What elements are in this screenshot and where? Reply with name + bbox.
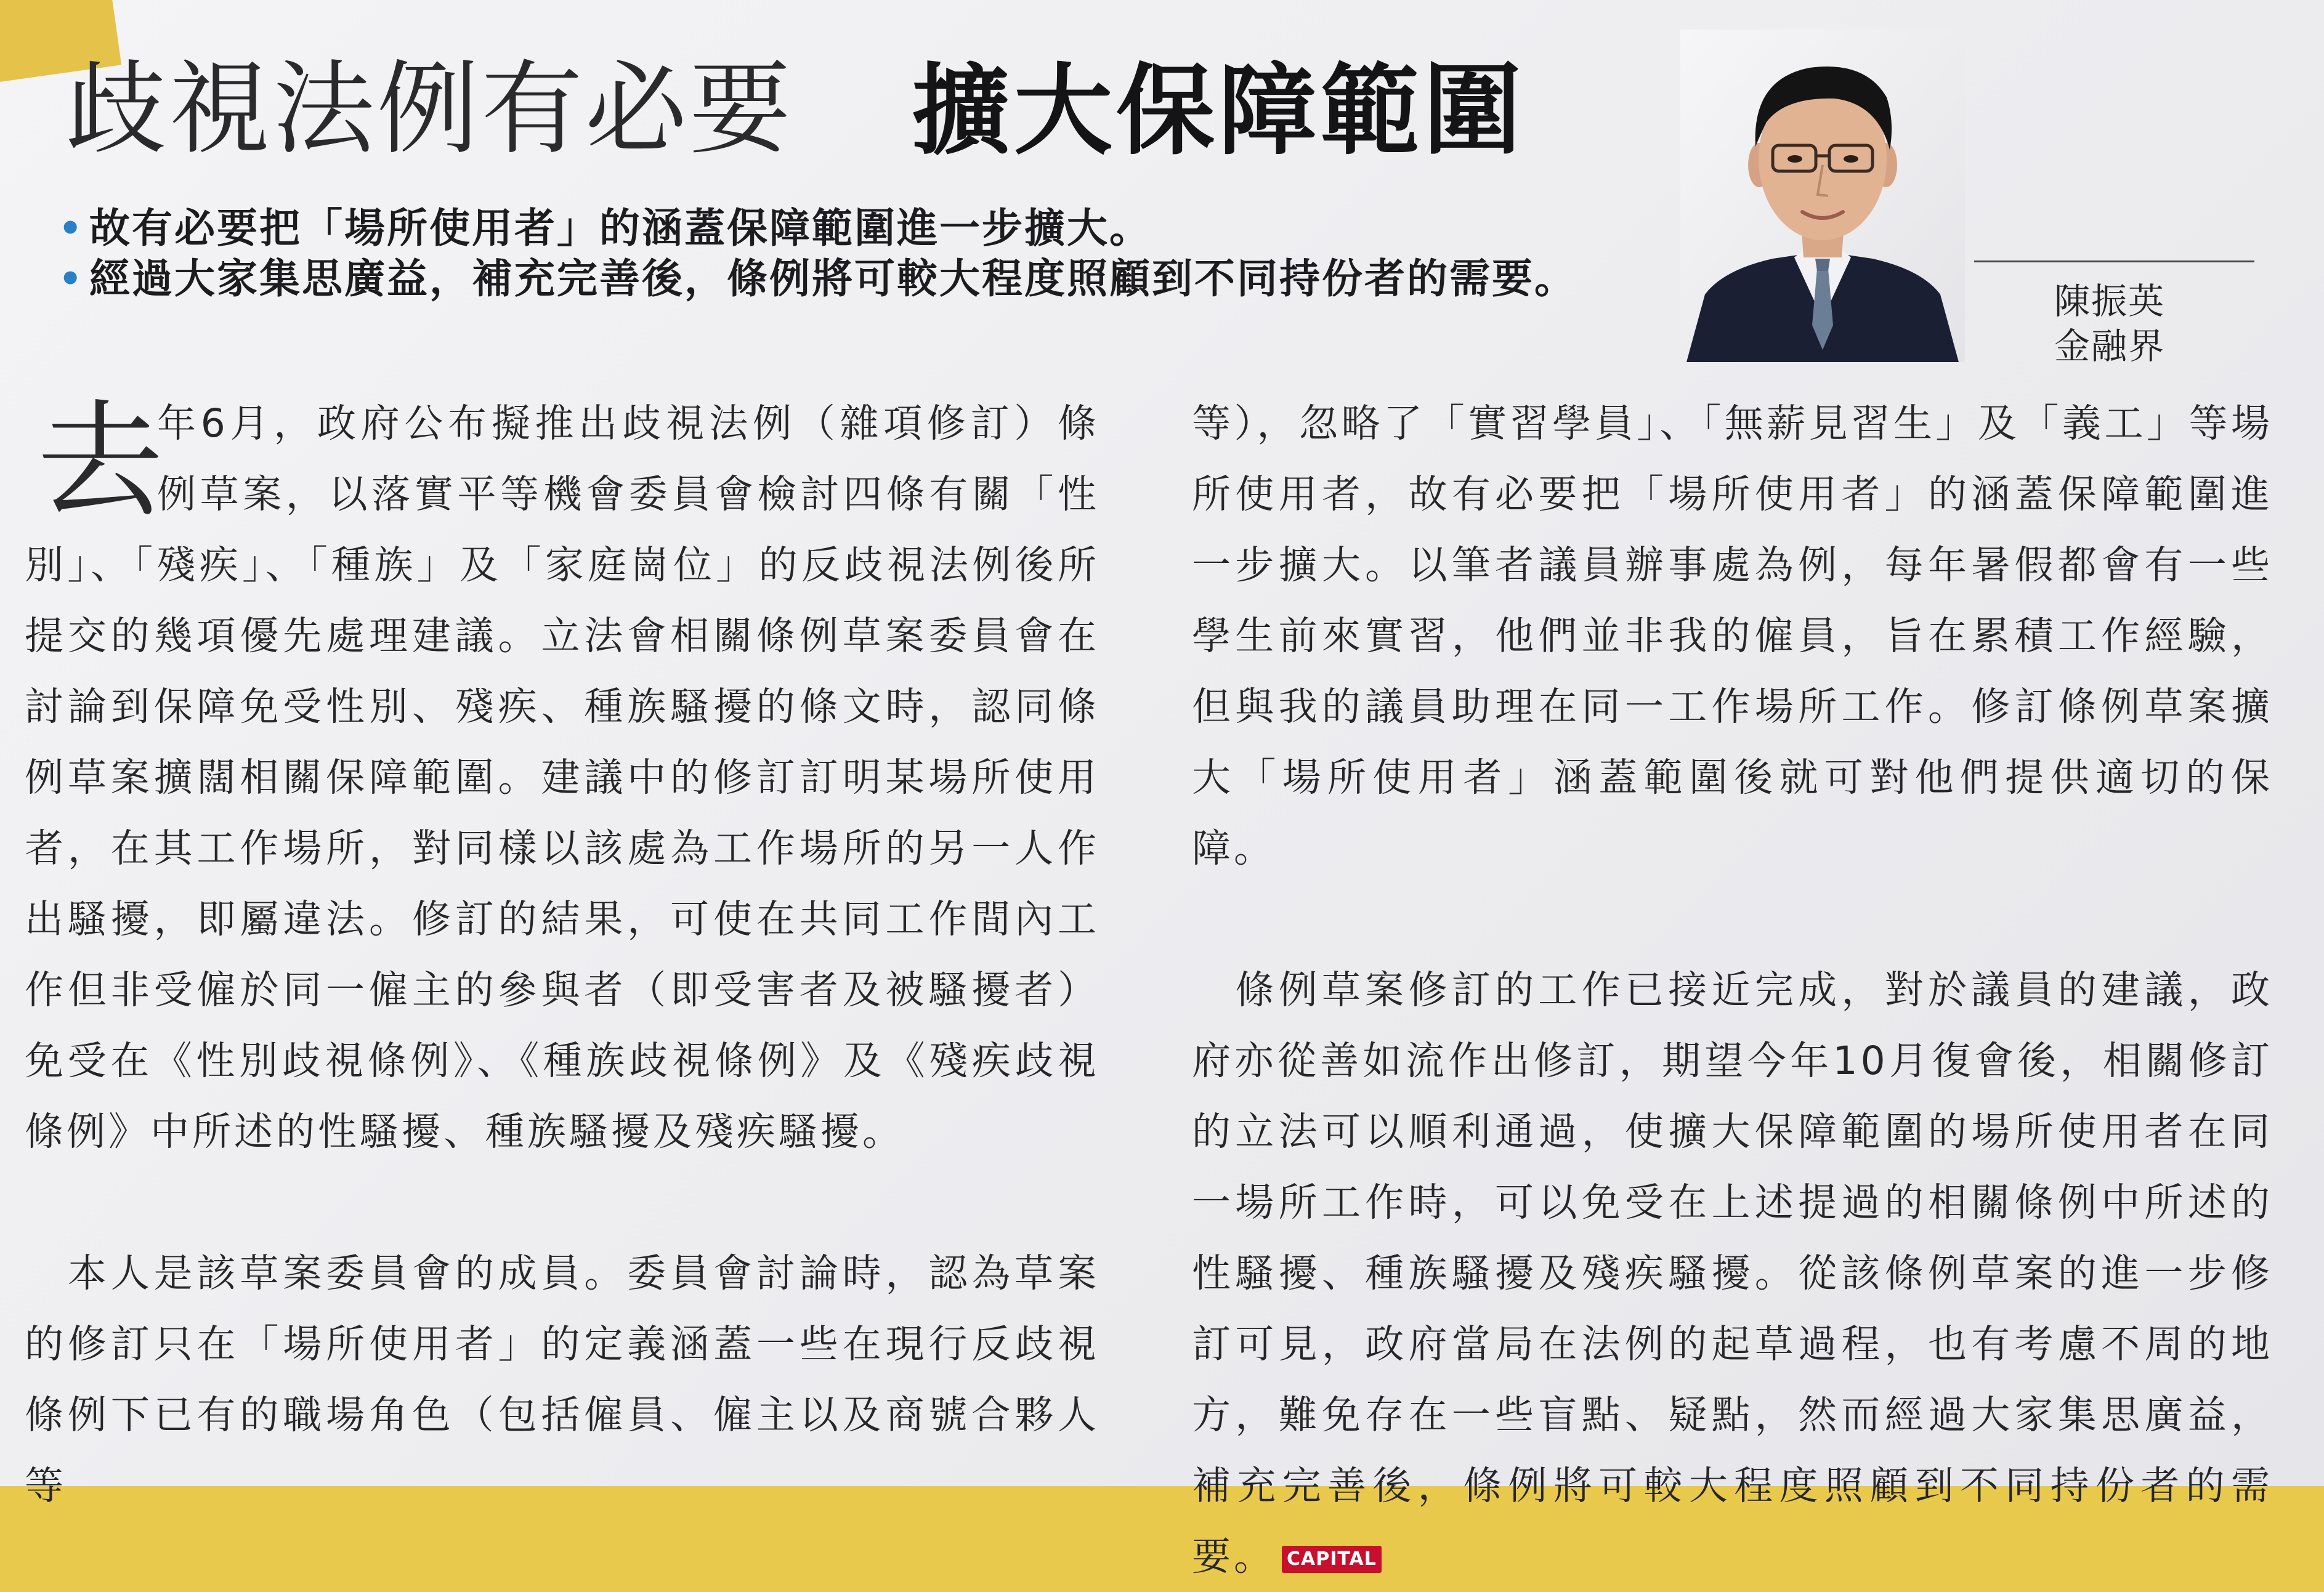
article-paragraph: 等），忽略了「實習學員」、「無薪見習生」及「義工」等場所使用者，故有必要把「場所使用者」的涵蓋保障範圍進一步擴大。以筆者議員辦事處為例，每年暑假都會有一些學生前來實習，他們並非我的僱員，旨在累積工作經驗，但與我的議員助理在同一工作場所工作。修訂條例草案擴大「場所使用者」涵蓋範圍後就可對他們提供適切的保障。: [1192, 401, 2273, 871]
summary-bullet: [59, 254, 1580, 304]
capital-logo: CAPITAL: [1282, 1546, 1382, 1573]
article-paragraph: 年6月，政府公布擬推出歧視法例（雜項修訂）條例草案，以落實平等機會委員會檢討四條有關「性別」、「殘疾」、「種族」及「家庭崗位」的反歧視法例後所提交的幾項優先處理建議。立法會相關條例草案委員會在討論到保障免受性別、殘疾、種族騷擾的條文時，認同條例草案擴闊相關保障範圍。建議中的修訂訂明某場所使用者，在其工作場所，對同樣以該處為工作場所的另一人作出騷擾，即屬違法。修訂的結果，可使在共同工作間內工作但非受僱於同一僱主的參與者（即受害者及被騷擾者）免受在《性別歧視條例》、《種族歧視條例》及《殘疾歧視條例》中所述的性騷擾、種族騷擾及殘疾騷擾。: [25, 401, 1099, 1154]
author-name: 陳振英: [2054, 280, 2166, 322]
summary-bullet: [59, 203, 1580, 254]
paragraph-gap: [1192, 884, 2273, 955]
headline-part-1: 歧視法例有必要: [65, 50, 793, 168]
article-paragraph-text: 本人是該草案委員會的成員。委員會討論時，認為草案的修訂只在「場所使用者」的定義涵蓋一些在現行反歧視條例下已有的職場角色（包括僱員、僱主以及商號合夥人等: [25, 1251, 1099, 1508]
bullet-dot-icon: •: [59, 257, 84, 301]
summary-bullet-text: 故有必要把「場所使用者」的涵蓋保障範圍進一步擴大。: [89, 204, 1152, 252]
author-title: 金融界: [2054, 325, 2166, 367]
article-column-right: [1192, 388, 2273, 1592]
paragraph-gap: [25, 1167, 1099, 1238]
summary-bullets: [59, 203, 1580, 304]
bullet-dot-icon: •: [59, 207, 84, 250]
article-column-left: [25, 388, 1099, 1521]
drop-cap: 去: [37, 389, 166, 535]
author-divider: [1974, 261, 2254, 262]
article-paragraph: [1192, 955, 2273, 1592]
summary-bullet-text: 經過大家集思廣益，補充完善後，條例將可較大程度照顧到不同持份者的需要。: [89, 255, 1577, 302]
headline-part-2: 擴大保障範圍: [912, 53, 1526, 168]
article-paragraph: [25, 1238, 1099, 1521]
article-paragraph-text: 條例草案修訂的工作已接近完成，對於議員的建議，政府亦從善如流作出修訂，期望今年10月復會後，相關修訂的立法可以順利通過，使擴大保障範圍的場所使用者在同一場所工作時，可以免受在上述提過的相關條例中所述的性騷擾、種族騷擾及殘疾騷擾。從該條例草案的進一步修訂可見，政府當局在法例的起草過程，也有考慮不周的地方，難免存在一些盲點、疑點，然而經過大家集思廣益，補充完善後，條例將可較大程度照顧到不同持份者的需要。: [1192, 968, 2273, 1579]
author-portrait: [1680, 30, 1965, 362]
